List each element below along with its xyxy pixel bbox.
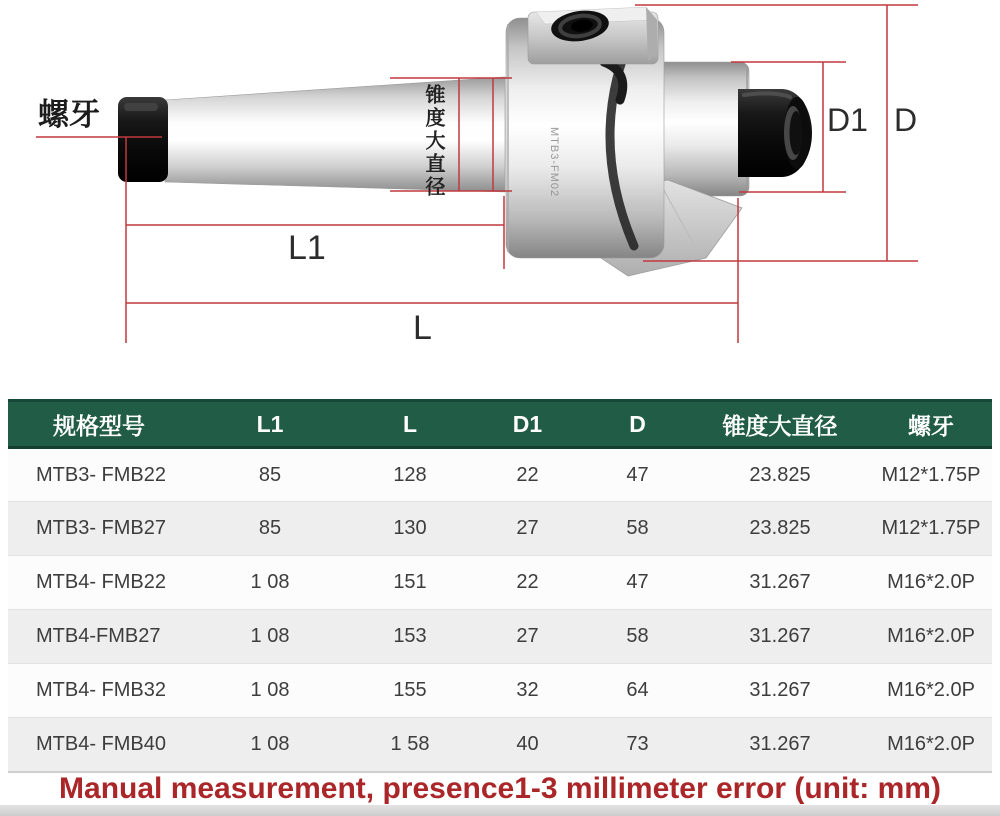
col-header-l1: L1 [190, 401, 350, 448]
cell-thread: M12*1.75P [870, 502, 992, 556]
cell-taper: 31.267 [690, 610, 870, 664]
cell-d: 58 [585, 610, 690, 664]
cell-d: 58 [585, 502, 690, 556]
taper-diameter-label: 锥度大直径 [422, 84, 444, 199]
cell-taper: 23.825 [690, 448, 870, 502]
cell-d1: 40 [470, 718, 585, 772]
cell-model: MTB4- FMB22 [8, 556, 190, 610]
table-row [8, 556, 992, 610]
cell-d: 73 [585, 718, 690, 772]
cell-thread: M16*2.0P [870, 556, 992, 610]
cell-model: MTB4-FMB27 [8, 610, 190, 664]
clamp-block [528, 7, 658, 64]
col-header-d: D [585, 401, 690, 448]
table-row [8, 610, 992, 664]
l1-label: L1 [288, 229, 326, 267]
cell-l1: 1 08 [190, 556, 350, 610]
col-header-l: L [350, 401, 470, 448]
measurement-disclaimer: Manual measurement, presence1-3 millimeter error (unit: mm) [59, 772, 941, 805]
cell-d: 64 [585, 664, 690, 718]
cell-l: 155 [350, 664, 470, 718]
taper-shank [118, 77, 505, 192]
cell-d1: 22 [470, 556, 585, 610]
technical-drawing [0, 0, 1000, 392]
cell-thread: M12*1.75P [870, 448, 992, 502]
spec-table [8, 399, 992, 773]
table-header-row [8, 401, 992, 448]
cell-taper: 31.267 [690, 556, 870, 610]
cell-l1: 1 08 [190, 718, 350, 772]
l-label: L [413, 309, 432, 347]
bottom-edge-strip [0, 805, 1000, 816]
col-header-thread: 螺牙 [870, 401, 992, 448]
table-row [8, 718, 992, 772]
cell-model: MTB3- FMB27 [8, 502, 190, 556]
cell-l: 151 [350, 556, 470, 610]
cell-thread: M16*2.0P [870, 610, 992, 664]
cell-d1: 27 [470, 502, 585, 556]
cell-d1: 27 [470, 610, 585, 664]
cell-d: 47 [585, 448, 690, 502]
table-row [8, 502, 992, 556]
cell-d1: 32 [470, 664, 585, 718]
cell-l: 128 [350, 448, 470, 502]
col-header-model: 规格型号 [8, 401, 190, 448]
col-header-taper: 锥度大直径 [690, 401, 870, 448]
cell-d1: 22 [470, 448, 585, 502]
col-header-d1: D1 [470, 401, 585, 448]
cell-l: 1 58 [350, 718, 470, 772]
spigot [738, 89, 812, 177]
cell-l: 130 [350, 502, 470, 556]
tool-holder-illustration [0, 0, 1000, 392]
cell-l1: 85 [190, 448, 350, 502]
cell-model: MTB4- FMB32 [8, 664, 190, 718]
table-row [8, 448, 992, 502]
cell-d: 47 [585, 556, 690, 610]
table-row [8, 664, 992, 718]
thread-label: 螺牙 [38, 97, 100, 132]
cell-thread: M16*2.0P [870, 664, 992, 718]
cell-thread: M16*2.0P [870, 718, 992, 772]
body-engraving: MTB3-FM02 [548, 127, 560, 198]
cell-l1: 85 [190, 502, 350, 556]
cell-l1: 1 08 [190, 664, 350, 718]
cell-l: 153 [350, 610, 470, 664]
cell-model: MTB4- FMB40 [8, 718, 190, 772]
cell-taper: 31.267 [690, 718, 870, 772]
cell-taper: 23.825 [690, 502, 870, 556]
cell-model: MTB3- FMB22 [8, 448, 190, 502]
cell-taper: 31.267 [690, 664, 870, 718]
cell-l1: 1 08 [190, 610, 350, 664]
d-label: D [894, 102, 918, 138]
d1-label: D1 [827, 102, 868, 138]
